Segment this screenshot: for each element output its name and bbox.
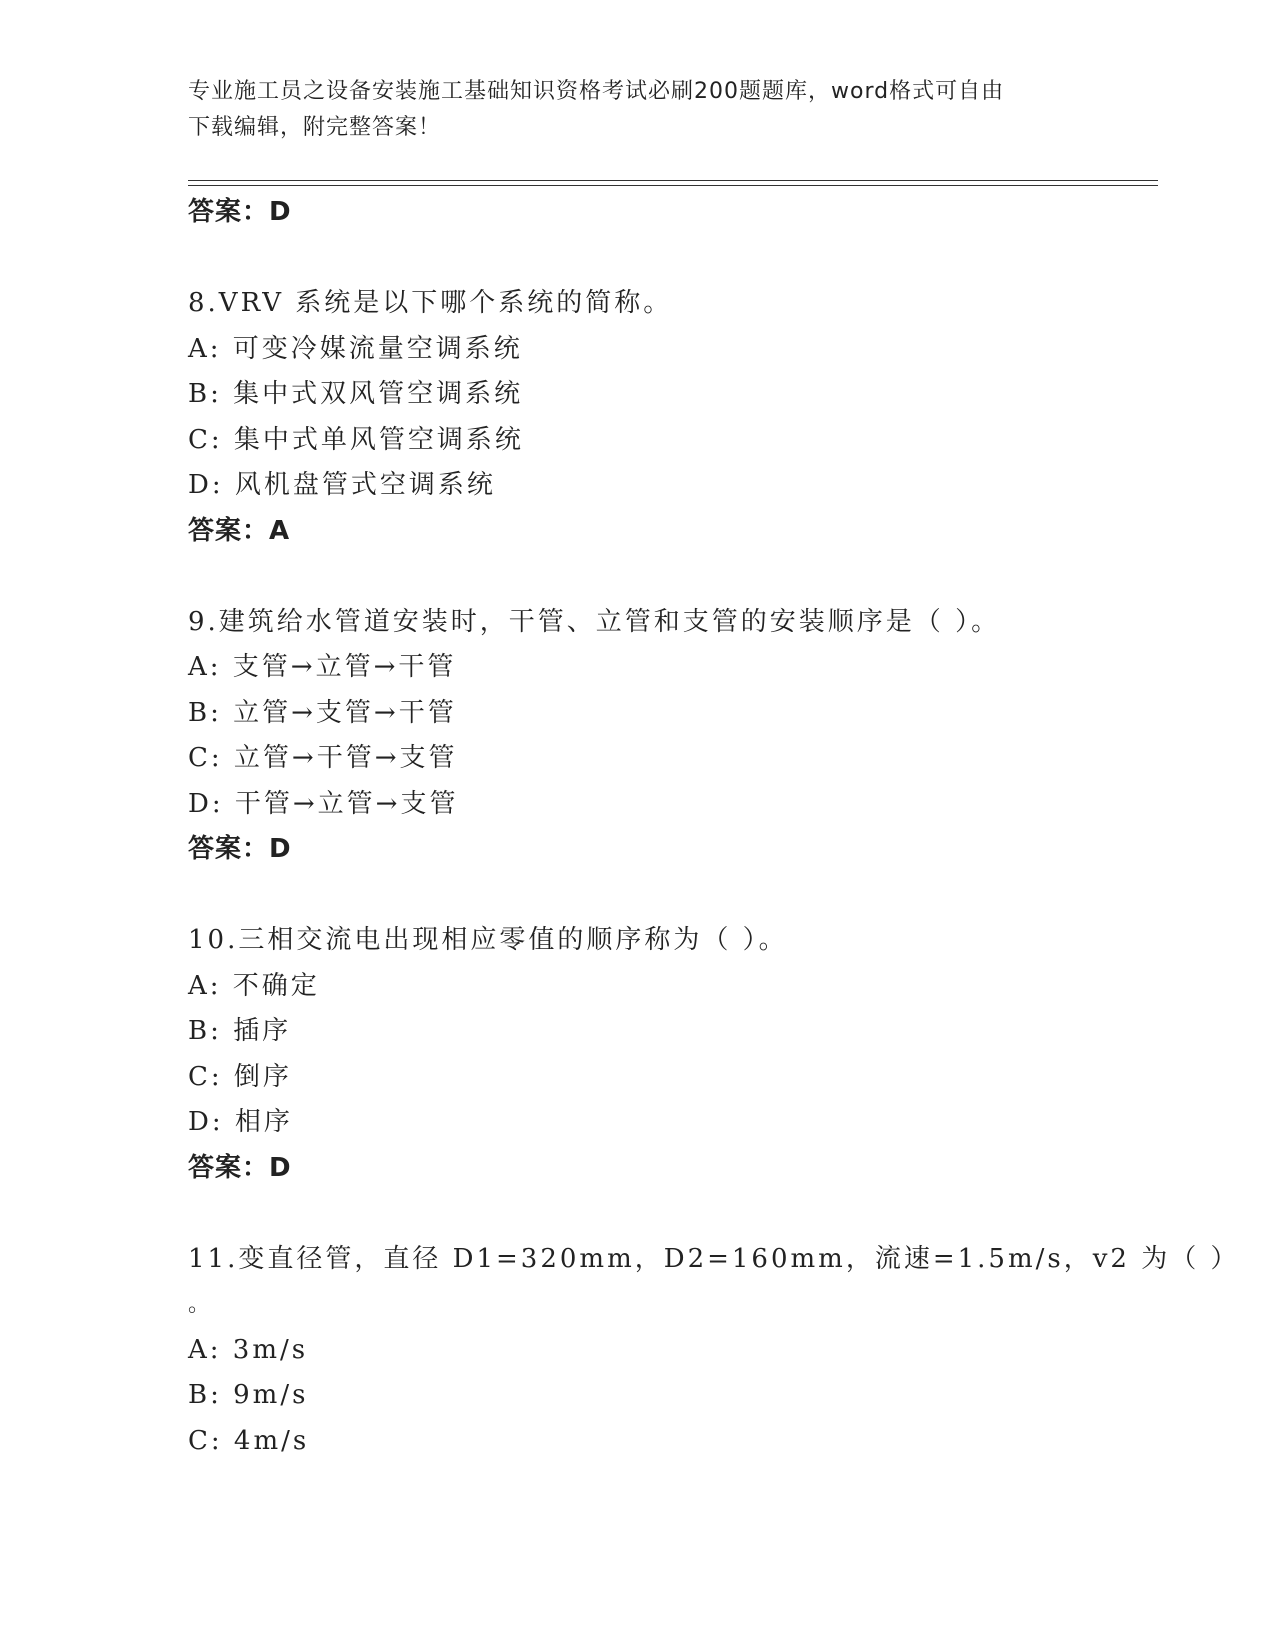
header-divider <box>188 180 1158 186</box>
header-line-1: 专业施工员之设备安装施工基础知识资格考试必刷200题题库，word格式可自由 <box>188 79 1005 104</box>
option-d: D: 干管→立管→支管 <box>188 788 459 819</box>
question-stem-continuation: 。 <box>188 1292 211 1317</box>
spacer <box>188 236 1148 282</box>
option-a: A: 3m/s <box>188 1334 309 1365</box>
header-line-2: 下载编辑，附完整答案！ <box>188 115 442 140</box>
option-d: D: 风机盘管式空调系统 <box>188 470 496 500</box>
option-b: B: 插序 <box>188 1016 292 1046</box>
option-a: A: 支管→立管→干管 <box>188 652 457 682</box>
question-stem: 9.建筑给水管道安装时，干管、立管和支管的安装顺序是（ ）。 <box>188 606 1001 637</box>
question-stem: 10.三相交流电出现相应零值的顺序称为（ ）。 <box>188 925 788 955</box>
option-c: C: 4m/s <box>188 1425 310 1456</box>
option-a: A: 不确定 <box>188 970 320 1001</box>
document-header <box>188 74 1088 146</box>
question-stem: 11.变直径管，直径 D1=320mm，D2=160mm，流速=1.5m/s，v2 为（ ） <box>188 1243 1240 1274</box>
answer-line: 答案：D <box>188 834 292 864</box>
option-b: B: 集中式双风管空调系统 <box>188 379 524 409</box>
option-c: C: 集中式单风管空调系统 <box>188 424 524 455</box>
option-c: C: 倒序 <box>188 1061 292 1092</box>
option-b: B: 立管→支管→干管 <box>188 697 457 728</box>
option-a: A: 可变冷媒流量空调系统 <box>188 333 523 364</box>
spacer <box>188 1191 1148 1237</box>
question-stem: 8.VRV 系统是以下哪个系统的简称。 <box>188 288 673 318</box>
answer-line: 答案：A <box>188 515 291 546</box>
option-d: D: 相序 <box>188 1107 293 1137</box>
spacer <box>188 554 1148 600</box>
option-b: B: 9m/s <box>188 1380 309 1410</box>
answer-line: 答案：D <box>188 197 292 227</box>
question-list <box>188 190 1240 1464</box>
answer-line: 答案：D <box>188 1152 292 1183</box>
spacer <box>188 873 1148 919</box>
option-c: C: 立管→干管→支管 <box>188 743 458 773</box>
